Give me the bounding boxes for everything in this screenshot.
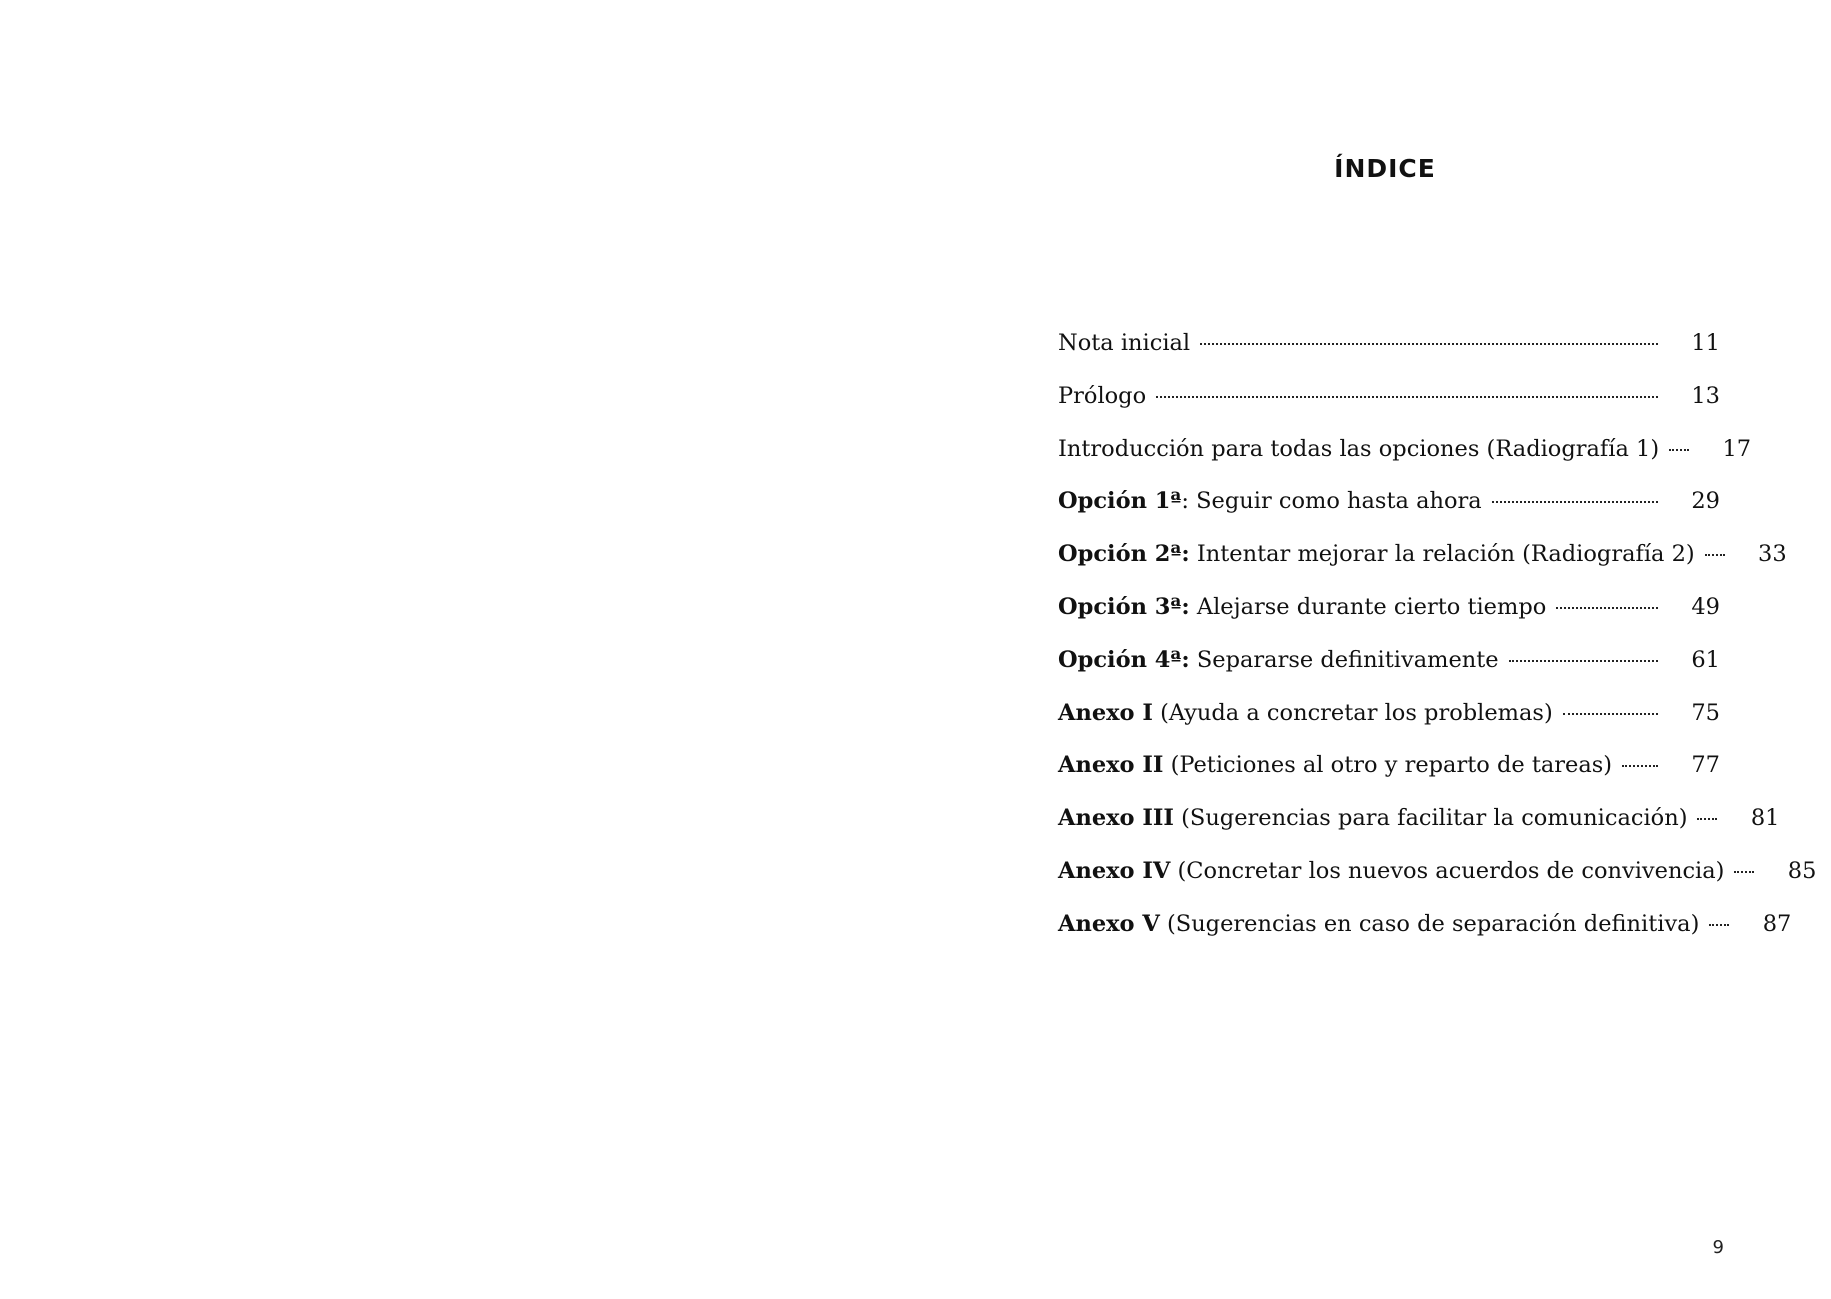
toc-entry-text: Introducción para todas las opciones (Radiografía 1) [1058, 435, 1660, 462]
dot-leader [1492, 501, 1658, 503]
dot-leader [1697, 818, 1717, 820]
dot-leader [1622, 765, 1658, 767]
dot-leader [1709, 924, 1729, 926]
page-number: 9 [1712, 1237, 1724, 1258]
dot-leader [1156, 396, 1658, 398]
toc-entry-title [1058, 383, 1146, 409]
dot-leader [1669, 449, 1689, 451]
toc-entry [1058, 805, 1780, 858]
dot-leader [1734, 871, 1754, 873]
index-title: ÍNDICE [1334, 154, 1436, 183]
toc-entry [1058, 541, 1787, 594]
toc-entry-page: 87 [1762, 910, 1792, 937]
toc-entry-title [1058, 436, 1659, 462]
toc-entry [1058, 752, 1720, 805]
toc-entry-text: Intentar mejorar la relación (Radiografía 2) [1189, 541, 1695, 568]
toc-entry-label: Anexo III [1058, 805, 1174, 832]
toc-entry [1058, 435, 1752, 489]
toc-entry-page: 29 [1691, 488, 1720, 515]
table-of-contents [1058, 330, 1817, 964]
toc-entry-page: 75 [1691, 699, 1720, 726]
toc-entry-label: Anexo V [1058, 910, 1160, 937]
dot-leader [1705, 554, 1725, 556]
toc-entry-title [1058, 805, 1687, 831]
toc-entry-page: 81 [1750, 805, 1780, 832]
toc-entry [1058, 383, 1720, 436]
toc-entry-page: 85 [1787, 857, 1817, 884]
toc-entry-page: 13 [1691, 382, 1720, 409]
toc-entry-text: (Sugerencias en caso de separación definitiva) [1159, 910, 1700, 937]
toc-entry-title [1058, 330, 1190, 356]
toc-entry-title [1058, 594, 1546, 620]
toc-entry-page: 17 [1722, 435, 1752, 462]
toc-entry [1058, 330, 1720, 383]
toc-entry [1058, 488, 1720, 541]
dot-leader [1556, 607, 1658, 609]
toc-entry-text: Separarse definitivamente [1189, 646, 1499, 673]
toc-entry [1058, 594, 1720, 647]
toc-entry-text: (Sugerencias para facilitar la comunicación) [1173, 805, 1688, 832]
toc-entry [1058, 700, 1720, 753]
toc-entry [1058, 910, 1792, 964]
toc-entry-title [1058, 752, 1612, 778]
toc-entry-label: Opción 4ª: [1058, 646, 1190, 673]
dot-leader [1509, 660, 1658, 662]
toc-entry-label: Opción 1ª [1058, 488, 1182, 515]
toc-entry-label: Opción 2ª: [1058, 541, 1190, 568]
toc-entry-text: Nota inicial [1058, 330, 1191, 356]
toc-entry-text: : Seguir como hasta ahora [1181, 488, 1482, 515]
toc-entry-label: Anexo I [1058, 699, 1153, 726]
toc-entry-title [1058, 858, 1724, 884]
dot-leader [1200, 343, 1658, 345]
toc-entry-text: (Ayuda a concretar los problemas) [1152, 699, 1553, 726]
toc-entry-page: 49 [1691, 593, 1720, 620]
toc-entry-page: 33 [1758, 541, 1787, 568]
toc-entry-page: 61 [1691, 646, 1720, 673]
toc-entry-title [1058, 488, 1482, 514]
toc-entry-title [1058, 647, 1499, 673]
toc-entry-label: Anexo IV [1058, 857, 1171, 884]
toc-entry [1058, 857, 1817, 911]
toc-entry-text: (Concretar los nuevos acuerdos de convivencia) [1170, 857, 1725, 884]
toc-entry-page: 11 [1691, 330, 1720, 356]
toc-entry [1058, 647, 1720, 700]
toc-entry-title [1058, 541, 1695, 567]
toc-entry-text: (Peticiones al otro y reparto de tareas) [1163, 752, 1613, 779]
toc-entry-title [1058, 700, 1553, 726]
toc-entry-label: Anexo II [1058, 752, 1164, 779]
toc-entry-page: 77 [1691, 752, 1720, 779]
toc-entry-text: Alejarse durante cierto tiempo [1189, 593, 1547, 620]
toc-entry-title [1058, 911, 1699, 937]
toc-entry-label: Opción 3ª: [1058, 593, 1190, 620]
dot-leader [1563, 713, 1658, 715]
toc-entry-text: Prólogo [1058, 382, 1147, 409]
left-blank-page [0, 0, 915, 1299]
